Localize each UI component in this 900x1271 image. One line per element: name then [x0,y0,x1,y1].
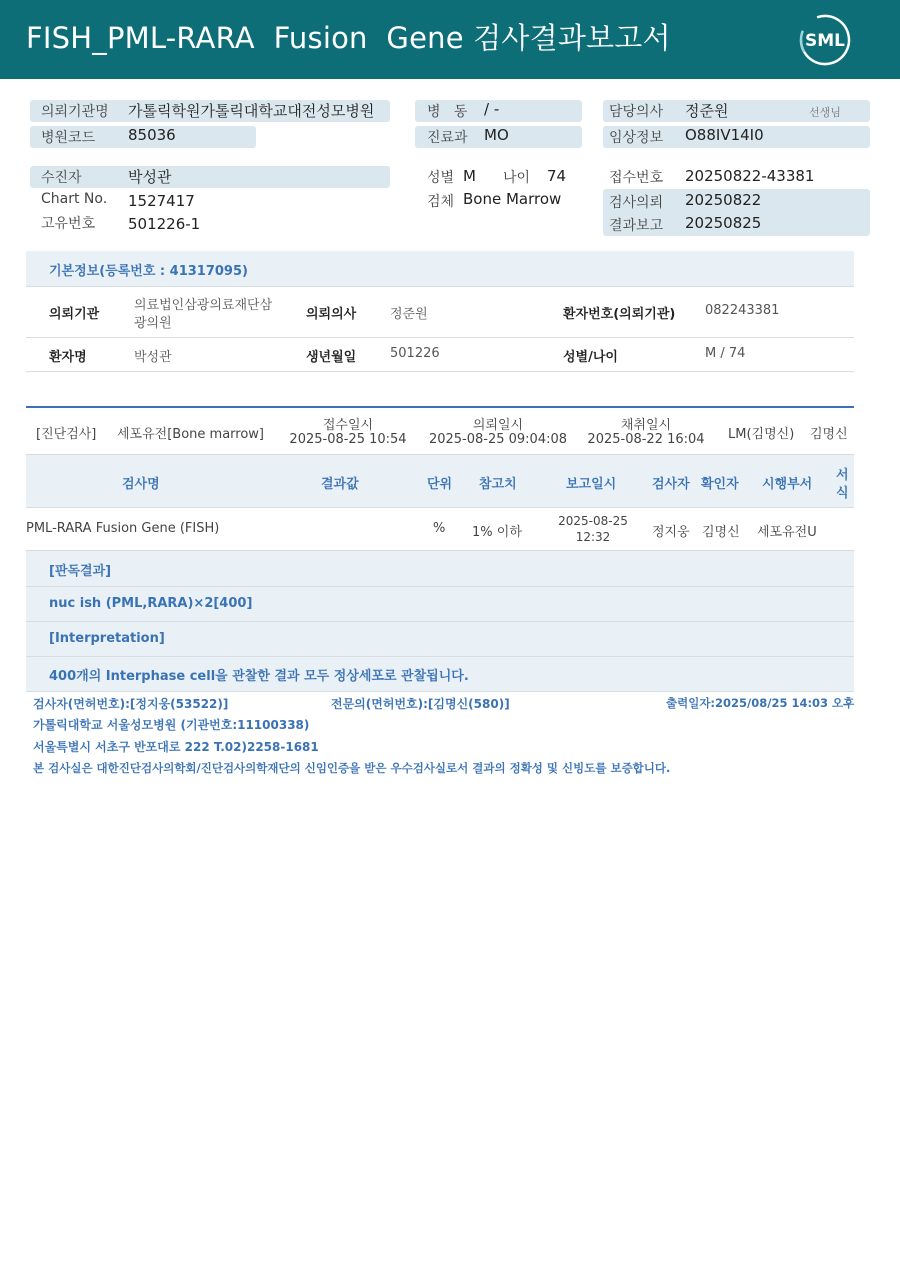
unique-no-label: 고유번호 [41,216,96,232]
patient-value: 박성관 [128,168,172,186]
receipt-time-label: 접수일시 [322,418,374,433]
diag-signer: 김명신 [810,427,848,442]
footer-address: 서울특별시 서초구 반포대로 222 T.02)2258-1681 [33,740,319,754]
clinical-info-label: 임상정보 [609,130,664,146]
diag-dept: 세포유전[Bone marrow] [117,427,265,442]
patient-name-value: 박성관 [134,350,172,365]
unique-no-value: 501226-1 [128,215,201,233]
sml-logo [798,13,852,67]
col-dept: 시행부서 [762,477,813,492]
collect-time-label: 채취일시 [620,418,672,433]
age-value: 74 [547,167,567,185]
patient-bar [30,166,390,188]
req-org-value-2: 광의원 [134,316,172,331]
age-label: 나이 [503,170,531,186]
divider [26,337,854,338]
req-org-label: 의뢰기관 [49,307,100,322]
result-report-value: 20250825 [685,214,762,232]
sex-value: M [463,167,476,185]
row-unit: % [433,521,446,536]
doctor-label: 담당의사 [609,104,664,120]
birth-label: 생년월일 [306,350,357,365]
patient-label: 수진자 [41,170,82,186]
row-reference: 1% 이하 [472,525,522,540]
sex-age-value: M / 74 [705,346,746,361]
row-test-name: PML-RARA Fusion Gene (FISH) [26,521,220,536]
interpretation-text: 400개의 Interphase cell을 관찰한 결과 모두 정상세포로 관찰됩니다. [49,669,469,684]
interpretation-label: [Interpretation] [49,631,165,646]
req-doctor-value: 정준원 [390,307,428,322]
divider [26,691,854,692]
divider [26,286,854,287]
logo-text: SML [805,31,845,51]
footer-hospital: 가톨릭대학교 서울성모병원 (기관번호:11100338) [33,718,310,732]
row-tester: 정지웅 [652,525,690,540]
receipt-time-value: 2025-08-25 10:54 [289,432,407,447]
divider [26,621,854,622]
department-label: 진료과 [427,130,468,146]
specimen-label: 검체 [427,194,455,210]
lm-doctor: LM(김명신) [728,427,795,442]
report-header [0,0,900,79]
divider [26,507,854,508]
patient-no-value: 082243381 [705,303,780,318]
report-title: FISH_PML-RARA Fusion Gene 검사결과보고서 [26,21,671,55]
col-result: 결과값 [321,477,359,492]
patient-name-label: 환자명 [49,350,87,365]
request-time-value: 2025-08-25 09:04:08 [428,432,568,447]
footer-certification: 본 검사실은 대한진단검사의학회/진단검사의학재단의 신임인증을 받은 우수검사실로서 결과의 정확성 및 신빙도를 보증합니다. [33,761,671,775]
footer-tester: 검사자(면허번호):[정지웅(53522)] [33,697,229,711]
basic-info-title: 기본정보(등록번호 : 41317095) [49,264,248,279]
doctor-suffix: 선생님 [809,106,841,119]
result-report-label: 결과보고 [609,218,664,234]
hospital-code-value: 85036 [128,126,176,144]
row-dept: 세포유전U [757,525,817,540]
request-time-label: 의뢰일시 [472,418,524,433]
col-reference: 참고치 [479,477,517,492]
col-format-1: 서 [836,468,849,483]
collect-time-value: 2025-08-22 16:04 [587,432,705,447]
request-org-label: 의뢰기관명 [41,104,109,120]
row-report-time: 12:32 [575,530,611,544]
test-request-value: 20250822 [685,191,762,209]
karyotype-text: nuc ish (PML,RARA)×2[400] [49,596,253,611]
col-confirmer: 확인자 [701,477,739,492]
col-test-name: 검사명 [122,477,160,492]
diag-top-rule [26,406,854,408]
request-org-value: 가톨릭학원가톨릭대학교대전성모병원 [128,102,375,120]
sex-label: 성별 [427,170,455,186]
reading-label: [판독결과] [49,564,112,579]
chart-no-value: 1527417 [128,192,195,210]
birth-value: 501226 [390,346,440,361]
doctor-value: 정준원 [685,102,729,120]
ward-value: / - [484,100,500,118]
department-value: MO [484,126,509,144]
col-tester: 검사자 [652,477,690,492]
test-request-label: 검사의뢰 [609,195,664,211]
col-unit: 단위 [427,477,453,492]
hospital-code-label: 병원코드 [41,130,96,146]
row-report-date: 2025-08-25 [558,514,628,528]
footer-specialist: 전문의(면허번호):[김명신(580)] [331,697,510,711]
ward-label: 병 동 [427,104,468,120]
divider [26,371,854,372]
col-format-2: 식 [836,486,849,501]
req-doctor-label: 의뢰의사 [306,307,357,322]
chart-no-label: Chart No. [41,191,108,207]
row-confirmer: 김명신 [702,525,740,540]
sex-age-label: 성별/나이 [563,350,618,365]
footer-print-date: 출력일자:2025/08/25 14:03 오후 [666,696,855,710]
receipt-no-label: 접수번호 [609,170,664,186]
receipt-no-value: 20250822-43381 [685,167,815,185]
specimen-value: Bone Marrow [463,190,562,208]
patient-no-label: 환자번호(의뢰기관) [563,307,676,322]
diag-category: [진단검사] [36,427,97,442]
req-org-value-1: 의료법인삼광의료재단삼 [134,298,273,313]
divider [26,586,854,587]
clinical-info-value: O88IV14I0 [685,126,764,144]
col-report-date: 보고일시 [566,477,617,492]
divider [26,656,854,657]
